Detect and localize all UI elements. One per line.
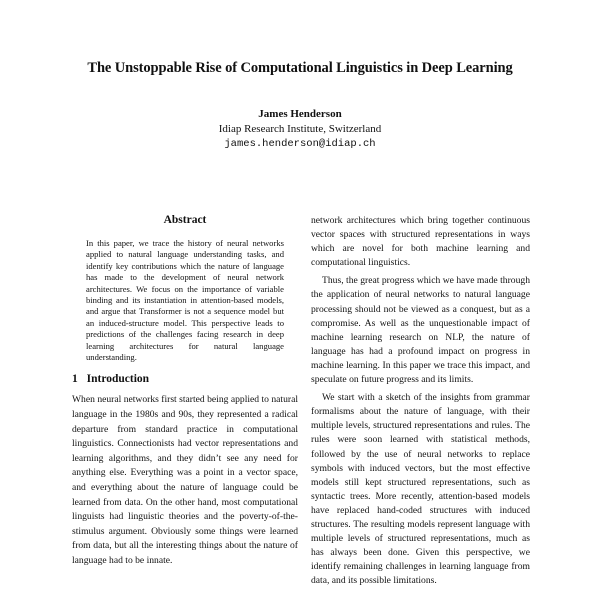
abstract-heading: Abstract	[163, 214, 207, 226]
section-title: Introduction	[86, 373, 150, 386]
section-heading-introduction	[72, 373, 298, 385]
introduction-paragraph: When neural networks first started being applied to natural language in the 1980s and 90s, they represented a radical departure from standard practice in computational linguistics. Connectionists had vector representations and learning algorithms, and they didn’t see any need for anything else. Everything was a point in a vector space, and everything about the nature of language could be learned from data. On the other hand, most computational linguists had linguistic theories and the poverty-of-the-stimulus argument. Obviously some things were learned from data, but all the interesting things about the nature of language had to be innate.	[72, 394, 298, 566]
continuation-paragraph: network architectures which bring together continuous vector spaces with structured representations in ways which are novel for both machine learning and computational linguistics.	[311, 215, 530, 269]
left-column	[72, 214, 298, 569]
paper-title: The Unstoppable Rise of Computational Linguistics in Deep Learning	[87, 60, 513, 76]
body-paragraph: Thus, the great progress which we have made through the application of neural networks to natural language processing should not be viewed as a conquest, but as a compromise. As well as the unquestionable impact of machine learning research on NLP, the nature of language has had a profound impact on progress in machine learning. In this paper we trace this impact, and speculate on future progress and its limits.	[311, 275, 530, 386]
author-name: James Henderson	[258, 108, 342, 120]
author-email: james.henderson@idiap.ch	[224, 138, 376, 150]
abstract-text: In this paper, we trace the history of neural networks applied to natural language understanding tasks, and identify key contributions which the nature of language has made to the development of neural network architectures. We focus on the importance of variable binding and its instantiation in attention-based models, and argue that Transformer is not a sequence model but an induced-structure model. This perspective leads to predictions of the challenges facing research in deep learning architectures for natural language understanding.	[86, 238, 284, 363]
right-column	[311, 214, 530, 588]
author-affiliation: Idiap Research Institute, Switzerland	[218, 123, 382, 135]
section-number: 1	[72, 373, 78, 386]
body-paragraph: We start with a sketch of the insights from grammar formalisms about the nature of language, with their multiple levels, structured representations and rules. The rules were soon learned with statistical methods, followed by the use of neural networks to replace symbols with induced vectors, but the most effective models still kept structured representations, such as syntactic trees. More recently, attention-based models have replaced hand-coded structures with induced structures. The resulting models represent language with multiple levels of structured representations, much as has always been done. Given this perspective, we identify remaining challenges in learning language from data, and its possible limitations.	[311, 392, 530, 587]
author-block	[0, 107, 600, 152]
